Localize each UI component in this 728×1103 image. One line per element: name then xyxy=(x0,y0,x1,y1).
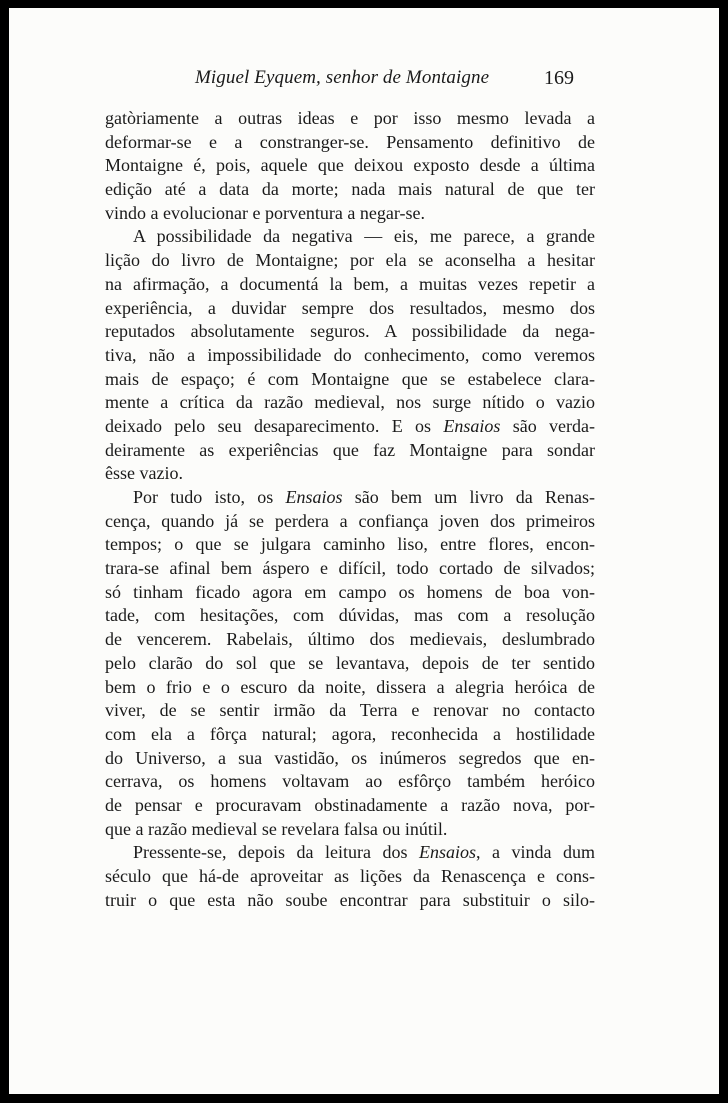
page-number: 169 xyxy=(544,67,574,89)
italic-title: Ensaios xyxy=(285,487,343,507)
text-line xyxy=(105,320,595,344)
text-run: mais de espaço; é com Montaigne que se estabelece clara- xyxy=(105,368,595,389)
text-run: vindo a evolucionar e porventura a negar-se. xyxy=(105,202,426,223)
text-run: , a vinda dum xyxy=(476,842,596,863)
running-title: Miguel Eyquem, senhor de Montaigne xyxy=(195,67,490,88)
text-run: deformar-se e a constranger-se. Pensamento definitivo de xyxy=(105,131,595,152)
text-line xyxy=(105,770,595,794)
paragraph xyxy=(105,107,595,225)
text-run: êsse vazio. xyxy=(105,463,183,484)
text-line xyxy=(105,676,595,700)
text-line xyxy=(105,486,595,510)
text-line xyxy=(105,249,595,273)
text-run: truir o que esta não soube encontrar para substituir o silo- xyxy=(105,889,595,910)
text-line xyxy=(105,202,595,226)
text-line xyxy=(105,557,595,581)
text-run: cerrava, os homens voltavam ao esfôrço também heróico xyxy=(105,771,595,792)
text-run: que a razão medieval se revelara falsa ou inútil. xyxy=(105,818,448,839)
text-line xyxy=(105,368,595,392)
text-run: de vencerem. Rabelais, último dos medievais, deslumbrado xyxy=(105,629,595,650)
text-run: deixado pelo seu desaparecimento. E os xyxy=(105,415,444,436)
text-run: só tinham ficado agora em campo os homens de boa von- xyxy=(105,581,595,602)
text-run: reputados absolutamente seguros. A possibilidade da nega- xyxy=(105,321,595,342)
text-line xyxy=(105,628,595,652)
text-run: deiramente as experiências que faz Montaigne para sondar xyxy=(105,439,595,460)
paragraph xyxy=(105,841,595,912)
text-line xyxy=(105,225,595,249)
text-run: pelo clarão do sol que se levantava, depois de ter sentido xyxy=(105,652,595,673)
text-run: são verda- xyxy=(500,415,595,436)
text-line xyxy=(105,865,595,889)
text-line xyxy=(105,841,595,865)
text-run: mente a crítica da razão medieval, nos surge nítido o vazio xyxy=(105,392,595,413)
italic-title: Ensaios xyxy=(443,415,501,436)
text-line xyxy=(105,510,595,534)
text-run: lição do livro de Montaigne; por ela se aconselha a hesitar xyxy=(105,250,595,271)
text-line xyxy=(105,439,595,463)
text-run: viver, de se sentir irmão da Terra e renovar no contacto xyxy=(105,700,595,721)
text-run: tempos; o que se julgara caminho liso, entre flores, encon- xyxy=(105,534,595,555)
text-run: Pressente-se, depois da leitura dos xyxy=(133,842,419,863)
italic-title: Ensaios xyxy=(418,842,476,863)
text-line xyxy=(105,723,595,747)
text-line xyxy=(105,391,595,415)
text-run: século que há-de aproveitar as lições da Renascença e cons- xyxy=(105,866,595,886)
text-run: do Universo, a sua vastidão, os inúmeros segredos que en- xyxy=(105,747,595,768)
text-line xyxy=(105,699,595,723)
text-run: tade, com hesitações, com dúvidas, mas com a resolução xyxy=(105,605,595,626)
paragraph xyxy=(105,486,595,841)
text-line xyxy=(105,297,595,321)
text-line xyxy=(105,107,595,131)
text-line xyxy=(105,131,595,155)
text-line xyxy=(105,889,595,913)
text-run: com ela a fôrça natural; agora, reconhecida a hostilidade xyxy=(105,723,595,744)
text-run: são bem um livro da Renas- xyxy=(342,487,595,507)
text-line xyxy=(105,462,595,486)
running-head xyxy=(9,67,719,97)
text-line xyxy=(105,533,595,557)
body-text xyxy=(105,107,595,912)
text-run: bem o frio e o escuro da noite, dissera a alegria heróica de xyxy=(105,676,595,697)
text-run: Montaigne é, pois, aquele que deixou exposto desde a última xyxy=(105,155,595,176)
text-run: na afirmação, a documentá la bem, a muitas vezes repetir a xyxy=(105,273,595,294)
book-page xyxy=(9,8,719,1094)
text-line xyxy=(105,415,595,439)
text-run: A possibilidade da negativa — eis, me parece, a grande xyxy=(133,226,595,247)
text-line xyxy=(105,794,595,818)
text-run: tiva, não a impossibilidade do conhecimento, como veremos xyxy=(105,344,595,365)
text-line xyxy=(105,154,595,178)
text-run: edição até a data da morte; nada mais natural de que ter xyxy=(105,179,595,200)
text-line xyxy=(105,344,595,368)
text-run: gatòriamente a outras ideas e por isso mesmo levada a xyxy=(105,108,595,128)
text-line xyxy=(105,652,595,676)
text-run: Por tudo isto, os xyxy=(133,487,286,507)
text-line xyxy=(105,747,595,771)
text-line xyxy=(105,818,595,842)
text-line xyxy=(105,273,595,297)
text-run: trara-se afinal bem áspero e difícil, todo cortado de silvados; xyxy=(105,558,595,579)
text-line xyxy=(105,581,595,605)
text-run: cença, quando já se perdera a confiança joven dos primeiros xyxy=(105,510,595,531)
text-run: experiência, a duvidar sempre dos resultados, mesmo dos xyxy=(105,297,595,318)
text-line xyxy=(105,604,595,628)
text-line xyxy=(105,178,595,202)
paragraph xyxy=(105,225,595,486)
text-run: de pensar e procuravam obstinadamente a razão nova, por- xyxy=(105,794,595,815)
